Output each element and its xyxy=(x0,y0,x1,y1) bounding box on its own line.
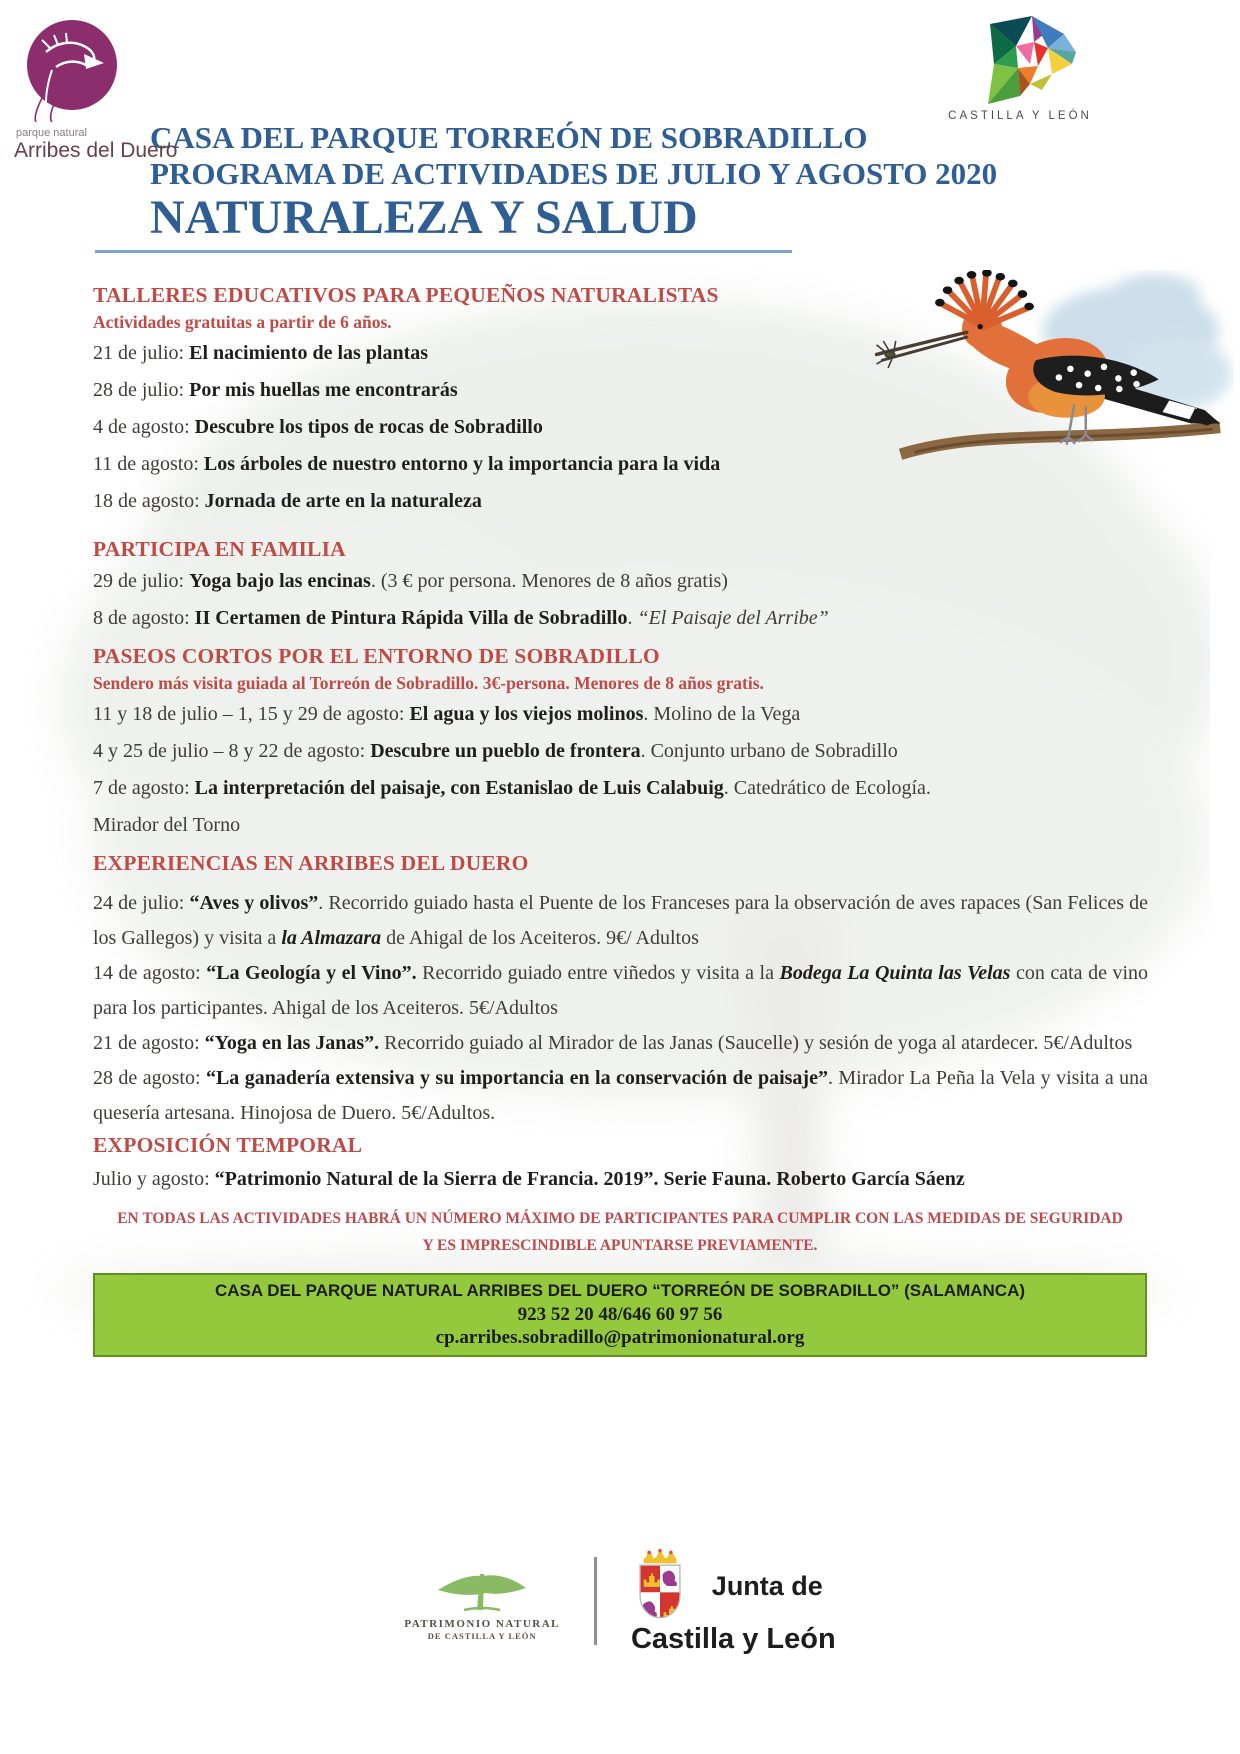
contact-phone: 923 52 20 48/646 60 97 56 xyxy=(517,1304,723,1325)
activity-title: La interpretación del paisaje, con Estanislao de Luis Calabuig xyxy=(194,777,724,799)
activity-title: Por mis huellas me encontrarás xyxy=(189,379,458,401)
arribes-logo-name: Arribes del Duero xyxy=(14,139,178,162)
activity-date: 21 de agosto: xyxy=(93,1032,205,1054)
activity-date: 18 de agosto: xyxy=(93,490,205,512)
patrimonio-logo-line2: DE CASTILLA Y LEÓN xyxy=(427,1630,537,1641)
activity-place: Bodega La Quinta las Velas xyxy=(779,962,1011,984)
activity-date: 11 y 18 de julio – 1, 15 y 29 de agosto: xyxy=(93,703,410,725)
activity-item xyxy=(93,570,1148,593)
activity-detail: . Molino de la Vega xyxy=(643,703,801,725)
activity-paragraph xyxy=(93,1061,1148,1131)
activity-detail: de Ahigal de los Aceiteros. 9€/ Adultos xyxy=(381,927,699,949)
section-familia xyxy=(93,537,1148,630)
activity-item xyxy=(93,740,1148,763)
activity-paragraph xyxy=(93,956,1148,1026)
footer-logos xyxy=(0,1547,1240,1655)
activity-detail: . Recorrido guiado hasta el Puente de los Franceses para la observación de aves rapaces (San Felices de los Gallegos) y visita a xyxy=(93,892,1148,949)
page-title-line2: PROGRAMA DE ACTIVIDADES DE JULIO Y AGOSTO 2020 xyxy=(150,156,998,191)
activity-detail: Recorrido guiado entre viñedos y visita a la xyxy=(416,962,780,984)
activity-date: 14 de agosto: xyxy=(93,962,207,984)
contact-box xyxy=(93,1273,1147,1357)
activity-title: “La Geología y el Vino”. xyxy=(206,962,417,984)
activity-title: El nacimiento de las plantas xyxy=(189,342,429,364)
junta-logo-line1: Junta de xyxy=(711,1571,823,1601)
contact-email: cp.arribes.sobradillo@patrimonionatural.org xyxy=(435,1327,805,1348)
activity-date: 4 y 25 de julio – 8 y 22 de agosto: xyxy=(93,740,371,762)
activity-title: “Aves y olivos” xyxy=(189,892,319,914)
junta-shield-icon xyxy=(631,1547,689,1625)
patrimonio-tree-icon xyxy=(434,1562,530,1614)
activity-detail: . (3 € por persona. Menores de 8 años gratis) xyxy=(370,570,728,592)
section-heading-talleres: TALLERES EDUCATIVOS PARA PEQUEÑOS NATURALISTAS xyxy=(93,283,719,307)
section-heading-paseos: PASEOS CORTOS POR EL ENTORNO DE SOBRADILLO xyxy=(93,644,660,668)
activity-detail: . Catedrático de Ecología. xyxy=(723,777,931,799)
activity-paragraph xyxy=(93,1026,1148,1061)
activity-detail: con cata de vino para los participantes. Ahigal de los Aceiteros. 5€/Adultos xyxy=(93,962,1149,1019)
page-title-line3: NATURALEZA Y SALUD xyxy=(150,191,698,244)
title-divider xyxy=(95,250,792,253)
activity-title: “Yoga en las Janas”. xyxy=(204,1032,380,1054)
activity-date: 7 de agosto: xyxy=(93,777,195,799)
activity-date: Julio y agosto: xyxy=(93,1168,215,1190)
activity-date: 24 de julio: xyxy=(93,892,190,914)
activity-item xyxy=(93,777,1148,800)
activity-title: II Certamen de Pintura Rápida Villa de Sobradillo xyxy=(194,607,628,629)
activity-date: 29 de julio: xyxy=(93,570,190,592)
activity-item xyxy=(93,1168,1148,1191)
activity-date: 4 de agosto: xyxy=(93,416,195,438)
section-experiencias xyxy=(93,851,1148,1131)
activity-date: 8 de agosto: xyxy=(93,607,195,629)
section-subheading-paseos: Sendero más visita guiada al Torreón de Sobradillo. 3€-persona. Menores de 8 años gratis. xyxy=(93,673,764,693)
safety-notice: EN TODAS LAS ACTIVIDADES HABRÁ UN NÚMERO MÁXIMO DE PARTICIPANTES PARA CUMPLIR CON LAS MEDIDAS DE SEGURIDAD Y ES IMPRESCINDIBLE APUNTARSE PREVIAMENTE. xyxy=(117,1210,1123,1254)
activity-item xyxy=(93,703,1148,726)
activity-date: 28 de agosto: xyxy=(93,1067,206,1089)
activity-detail: . xyxy=(627,607,638,629)
activity-title: “La ganadería extensiva y su importancia en la conservación de paisaje” xyxy=(205,1067,828,1089)
activity-paragraph xyxy=(93,886,1148,956)
activity-detail: . Mirador La Peña la Vela y visita a una quesería artesana. Hinojosa de Duero. 5€/Adultos. xyxy=(93,1067,1149,1124)
activity-title: Los árboles de nuestro entorno y la importancia para la vida xyxy=(203,453,721,475)
castilla-leon-logo xyxy=(940,12,1100,122)
page-title-line1: CASA DEL PARQUE TORREÓN DE SOBRADILLO xyxy=(150,120,868,155)
activity-item xyxy=(93,607,1148,630)
junta-logo-line2: Castilla y León xyxy=(630,1623,836,1655)
activity-detail: . Conjunto urbano de Sobradillo xyxy=(640,740,898,762)
activity-location: Mirador del Torno xyxy=(93,814,241,836)
activity-title: Descubre los tipos de rocas de Sobradillo xyxy=(194,416,543,438)
section-paseos xyxy=(93,644,1148,837)
activity-note: “El Paisaje del Arribe” xyxy=(637,607,829,629)
activity-title: Yoga bajo las encinas xyxy=(189,570,371,592)
arribes-del-duero-logo xyxy=(12,18,192,163)
arribes-bird-icon xyxy=(12,18,140,122)
contact-title: CASA DEL PARQUE NATURAL ARRIBES DEL DUERO “TORREÓN DE SOBRADILLO” (SALAMANCA) xyxy=(214,1281,1026,1300)
activity-date: 21 de julio: xyxy=(93,342,190,364)
section-heading-experiencias: EXPERIENCIAS EN ARRIBES DEL DUERO xyxy=(93,851,529,875)
activity-detail: Recorrido guiado al Mirador de las Janas (Saucelle) y sesión de yoga al atardecer. 5€/Adultos xyxy=(379,1032,1133,1054)
arribes-logo-tagline: parque natural xyxy=(16,127,87,139)
activity-place: la Almazara xyxy=(281,927,382,949)
hoopoe-illustration-image xyxy=(830,270,1234,460)
section-heading-familia: PARTICIPA EN FAMILIA xyxy=(93,537,346,561)
activity-title: El agua y los viejos molinos xyxy=(409,703,644,725)
activity-date: 11 de agosto: xyxy=(93,453,204,475)
section-heading-exposicion: EXPOSICIÓN TEMPORAL xyxy=(93,1133,363,1157)
activity-title: Jornada de arte en la naturaleza xyxy=(204,490,482,512)
footer-divider xyxy=(594,1557,597,1645)
activity-title: “Patrimonio Natural de la Sierra de Francia. 2019”. Serie Fauna. Roberto García Sáenz xyxy=(214,1168,965,1190)
castilla-leon-logo-label: CASTILLA Y LEÓN xyxy=(948,110,1092,122)
activity-title: Descubre un pueblo de frontera xyxy=(370,740,641,762)
patrimonio-logo-line1: PATRIMONIO NATURAL xyxy=(404,1617,560,1630)
section-subheading-talleres: Actividades gratuitas a partir de 6 años. xyxy=(93,312,392,332)
junta-castilla-leon-logo xyxy=(631,1547,836,1655)
section-exposicion xyxy=(93,1133,1148,1191)
castilla-leon-logo-icon xyxy=(958,12,1082,108)
activity-item xyxy=(93,490,1148,513)
activity-date: 28 de julio: xyxy=(93,379,190,401)
patrimonio-natural-logo xyxy=(404,1562,560,1641)
